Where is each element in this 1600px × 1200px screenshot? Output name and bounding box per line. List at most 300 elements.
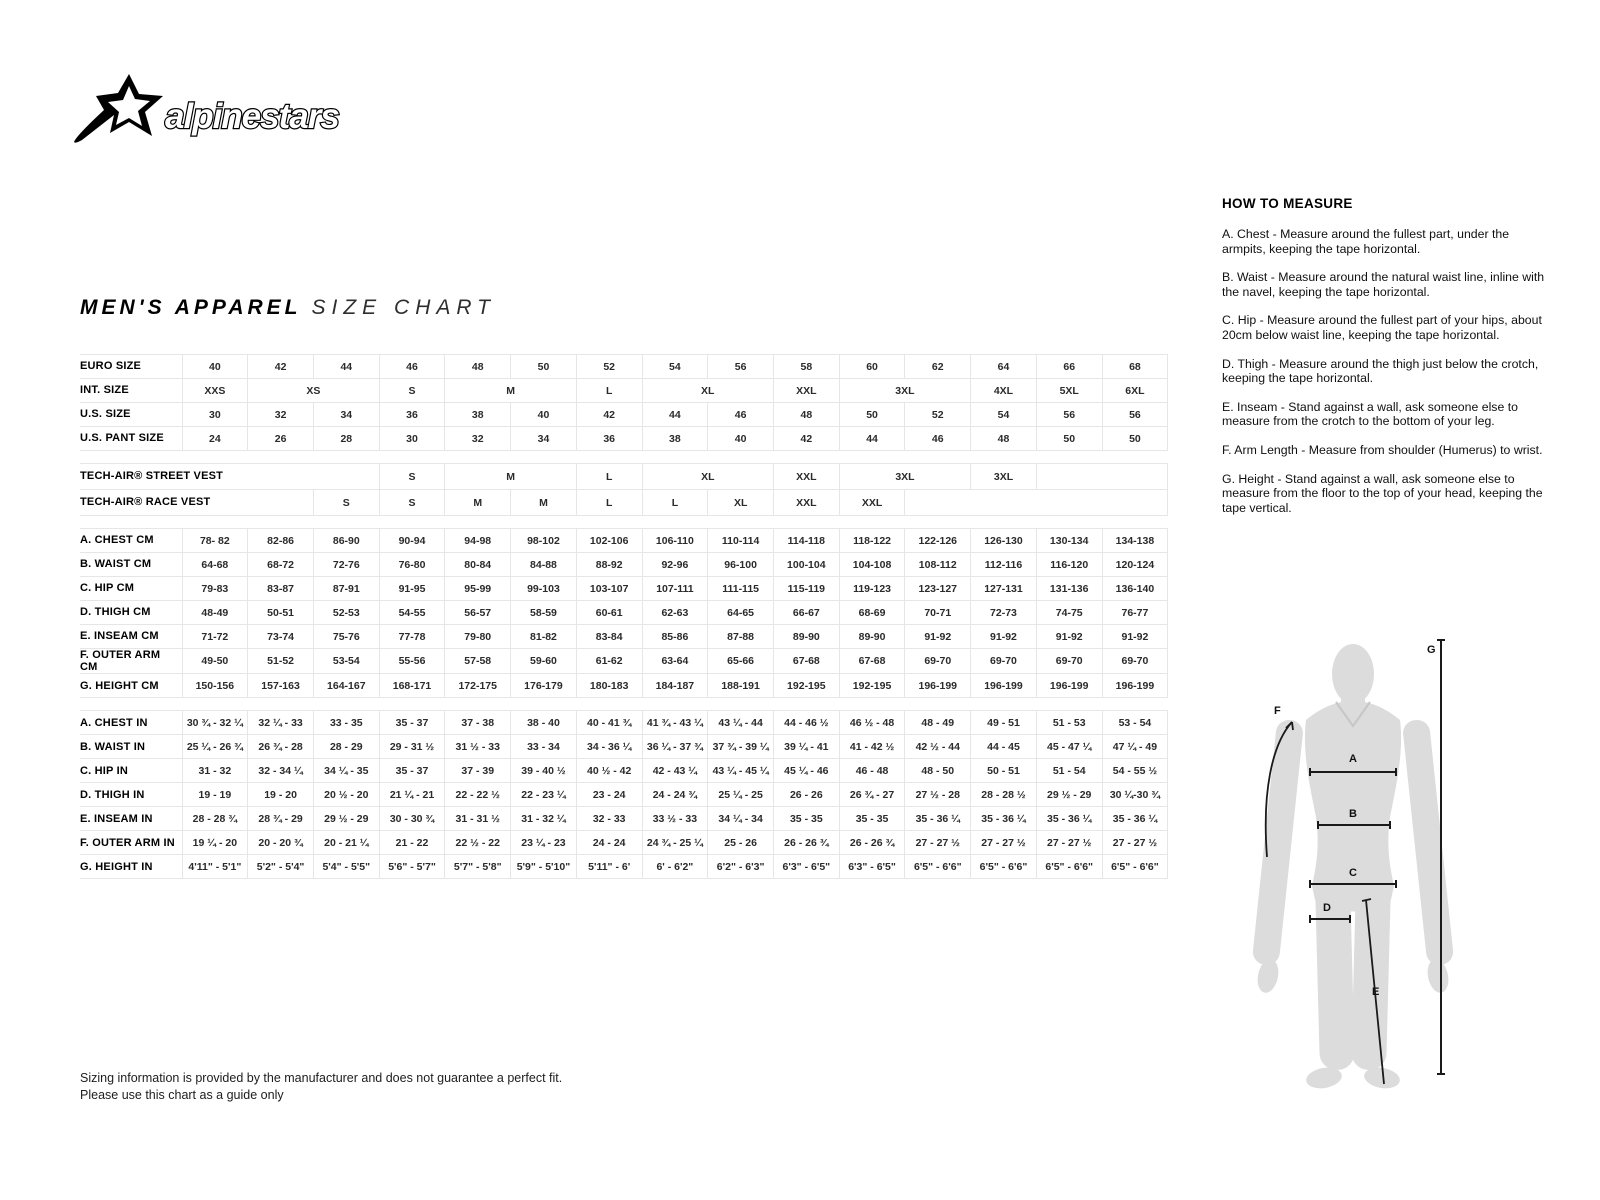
size-cell: 111-115 (708, 577, 774, 601)
size-cell: 130-134 (1036, 529, 1102, 553)
row-label: A. CHEST CM (80, 529, 182, 553)
size-cell: XXL (774, 464, 840, 490)
size-cell: 104-108 (839, 553, 905, 577)
size-cell: 6' - 6'2" (642, 855, 708, 879)
size-cell: 24 - 24 ¾ (642, 783, 708, 807)
size-cell: 28 - 29 (313, 735, 379, 759)
size-cell: 69-70 (971, 649, 1037, 674)
size-cell: 43 ¼ - 44 (708, 711, 774, 735)
size-cell: 42 (248, 355, 314, 379)
size-cell: 47 ¼ - 49 (1102, 735, 1168, 759)
size-cell: 74-75 (1036, 601, 1102, 625)
label-hip: C (1349, 867, 1357, 879)
size-cell: 40 (511, 403, 577, 427)
size-cell: 30 ¾ - 32 ¼ (182, 711, 248, 735)
size-cell: 35 - 36 ¼ (1102, 807, 1168, 831)
size-cell: 91-95 (379, 577, 445, 601)
size-cell: 89-90 (773, 625, 839, 649)
row-label: B. WAIST IN (80, 735, 182, 759)
row-label: C. HIP IN (80, 759, 182, 783)
size-cell: 23 - 24 (576, 783, 642, 807)
size-cell: 67-68 (839, 649, 905, 674)
size-cell: 65-66 (708, 649, 774, 674)
size-cell: 25 ¼ - 26 ¾ (182, 735, 248, 759)
label-arm-length: F (1274, 705, 1281, 717)
size-cell: 196-199 (905, 674, 971, 698)
size-cell: 30 - 30 ¾ (379, 807, 445, 831)
size-cell: 131-136 (1036, 577, 1102, 601)
size-cell: 42 (773, 427, 839, 451)
size-cell: S (379, 379, 445, 403)
size-cell: 44 (313, 355, 379, 379)
size-cell: 5'9" - 5'10" (511, 855, 577, 879)
size-cell (905, 490, 1168, 516)
row-label: G. HEIGHT IN (80, 855, 182, 879)
size-cell: 27 - 27 ½ (1102, 831, 1168, 855)
size-cell: 35 - 36 ¼ (971, 807, 1037, 831)
size-cell: L (576, 464, 642, 490)
size-cell: L (576, 379, 642, 403)
size-cell: 196-199 (971, 674, 1037, 698)
size-cell: 46 - 48 (839, 759, 905, 783)
row-label: TECH-AIR® RACE VEST (80, 490, 313, 516)
measure-instruction: A. Chest - Measure around the fullest part, under the armpits, keeping the tape horizontal. (1222, 227, 1510, 256)
table-row (80, 553, 1168, 577)
size-cell: 62-63 (642, 601, 708, 625)
size-cell: XL (708, 490, 774, 516)
size-cell: 50 - 51 (971, 759, 1037, 783)
size-cell: M (445, 490, 511, 516)
size-cell: 58-59 (511, 601, 577, 625)
size-cell: 40 ½ - 42 (576, 759, 642, 783)
size-cell: 5'4" - 5'5" (313, 855, 379, 879)
size-cell: 19 ¼ - 20 (182, 831, 248, 855)
size-cell: 71-72 (182, 625, 248, 649)
size-cell: 28 ¾ - 29 (248, 807, 314, 831)
size-cell: 30 (379, 427, 445, 451)
size-cell: 32 - 34 ¼ (248, 759, 314, 783)
size-cell: 34 ¼ - 34 (708, 807, 774, 831)
measure-instruction: B. Waist - Measure around the natural waist line, inline with the navel, keeping the tape horizontal. (1222, 270, 1545, 299)
size-cell: 100-104 (773, 553, 839, 577)
size-cell: 123-127 (905, 577, 971, 601)
size-cell: 53 - 54 (1102, 711, 1168, 735)
size-cell: 6'2" - 6'3" (708, 855, 774, 879)
size-cell: 64-65 (708, 601, 774, 625)
size-cell: 5'6" - 5'7" (379, 855, 445, 879)
euro-size-table (80, 354, 1168, 451)
how-to-measure-title: HOW TO MEASURE (1222, 196, 1353, 211)
size-cell: 6'5" - 6'6" (1036, 855, 1102, 879)
size-cell: L (642, 490, 708, 516)
page-title-primary: MEN'S APPAREL (80, 296, 302, 319)
size-cell: 136-140 (1102, 577, 1168, 601)
size-cell: 5'11" - 6' (576, 855, 642, 879)
size-cell: 44 (839, 427, 905, 451)
size-cell: 37 - 38 (445, 711, 511, 735)
size-cell: 26 (248, 427, 314, 451)
size-cell: 44 - 46 ½ (773, 711, 839, 735)
inch-measurements-table (80, 710, 1168, 879)
size-cell: 42 (576, 403, 642, 427)
size-cell: 48 (971, 427, 1037, 451)
row-label: F. OUTER ARM IN (80, 831, 182, 855)
size-cell: 33 - 34 (511, 735, 577, 759)
size-cell: 22 - 23 ¼ (511, 783, 577, 807)
size-cell: 92-96 (642, 553, 708, 577)
size-cell: 188-191 (708, 674, 774, 698)
size-cell: 19 - 19 (182, 783, 248, 807)
size-cell: 108-112 (905, 553, 971, 577)
size-cell: 196-199 (1036, 674, 1102, 698)
size-cell: 31 - 32 (182, 759, 248, 783)
size-cell: 52-53 (313, 601, 379, 625)
size-cell: 38 (445, 403, 511, 427)
size-cell: 118-122 (839, 529, 905, 553)
size-cell: 56 (1102, 403, 1168, 427)
cm-measurements-table (80, 528, 1168, 698)
size-cell: 52 (576, 355, 642, 379)
size-cell: 86-90 (313, 529, 379, 553)
size-cell: 48 (445, 355, 511, 379)
size-cell: 56 (1036, 403, 1102, 427)
table-row (80, 674, 1168, 698)
label-chest: A (1349, 753, 1357, 765)
page-title (80, 296, 496, 320)
size-cell: 112-116 (971, 553, 1037, 577)
size-cell: 3XL (839, 379, 970, 403)
size-cell: 31 - 32 ¼ (511, 807, 577, 831)
row-label: D. THIGH CM (80, 601, 182, 625)
size-cell: 67-68 (773, 649, 839, 674)
size-cell: 50 (1102, 427, 1168, 451)
size-cell: 3XL (839, 464, 970, 490)
size-cell: 66 (1036, 355, 1102, 379)
size-cell: 50 (839, 403, 905, 427)
size-cell: 26 - 26 ¾ (839, 831, 905, 855)
table-row (80, 711, 1168, 735)
size-cell: 48-49 (182, 601, 248, 625)
size-cell: 87-91 (313, 577, 379, 601)
size-cell: 49 - 51 (971, 711, 1037, 735)
size-cell: 126-130 (971, 529, 1037, 553)
size-cell: 89-90 (839, 625, 905, 649)
size-cell: 51 - 54 (1036, 759, 1102, 783)
measure-instruction: G. Height - Stand against a wall, ask someone else to measure from the floor to the top of your head, keeping the tape vertical. (1222, 471, 1543, 515)
size-cell: M (445, 464, 576, 490)
size-cell: 103-107 (576, 577, 642, 601)
size-cell: 69-70 (1102, 649, 1168, 674)
size-cell: 27 ½ - 28 (905, 783, 971, 807)
body-measurement-diagram (1238, 622, 1462, 1110)
size-cell: XL (642, 464, 773, 490)
size-cell: 4'11" - 5'1" (182, 855, 248, 879)
row-label: D. THIGH IN (80, 783, 182, 807)
techair-vest-table (80, 463, 1168, 516)
size-cell: 27 - 27 ½ (1036, 831, 1102, 855)
size-cell: 34 (313, 403, 379, 427)
size-cell: 34 (511, 427, 577, 451)
table-row (80, 427, 1168, 451)
size-cell: 28 - 28 ½ (971, 783, 1037, 807)
size-cell: 99-103 (511, 577, 577, 601)
size-cell: 81-82 (511, 625, 577, 649)
size-cell: 192-195 (839, 674, 905, 698)
size-cell: 6'5" - 6'6" (971, 855, 1037, 879)
row-label: A. CHEST IN (80, 711, 182, 735)
size-cell: 73-74 (248, 625, 314, 649)
table-row (80, 649, 1168, 674)
size-cell: 33 ½ - 33 (642, 807, 708, 831)
size-cell: 134-138 (1102, 529, 1168, 553)
size-cell: 32 - 33 (576, 807, 642, 831)
size-cell: 184-187 (642, 674, 708, 698)
row-label: U.S. SIZE (80, 403, 182, 427)
footer-line-2: Please use this chart as a guide only (80, 1088, 284, 1102)
size-cell: 40 - 41 ¾ (576, 711, 642, 735)
table-row (80, 379, 1168, 403)
row-label: E. INSEAM CM (80, 625, 182, 649)
size-cell: 49-50 (182, 649, 248, 674)
size-cell: 36 (379, 403, 445, 427)
measure-instruction: D. Thigh - Measure around the thigh just below the crotch, keeping the tape horizontal. (1222, 356, 1539, 386)
size-cell: 55-56 (379, 649, 445, 674)
alpinestars-star-icon (74, 74, 163, 143)
size-cell: 120-124 (1102, 553, 1168, 577)
table-row (80, 807, 1168, 831)
size-cell: 24 (182, 427, 248, 451)
label-waist: B (1349, 808, 1357, 820)
size-cell: 42 ½ - 44 (905, 735, 971, 759)
size-cell: 61-62 (576, 649, 642, 674)
how-to-measure-instructions (1222, 227, 1552, 515)
size-cell: 87-88 (708, 625, 774, 649)
size-cell: 180-183 (576, 674, 642, 698)
size-cell: 20 - 20 ¾ (248, 831, 314, 855)
size-cell: 52 (905, 403, 971, 427)
size-cell: 6'5" - 6'6" (1102, 855, 1168, 879)
label-thigh: D (1323, 902, 1331, 914)
size-cell: 53-54 (313, 649, 379, 674)
size-cell: XXL (774, 490, 840, 516)
size-cell: 35 - 37 (379, 759, 445, 783)
alpinestars-logo (72, 70, 372, 158)
size-cell: 75-76 (313, 625, 379, 649)
size-cell: 54 (971, 403, 1037, 427)
size-cell: XL (642, 379, 773, 403)
size-cell: 157-163 (248, 674, 314, 698)
row-label: U.S. PANT SIZE (80, 427, 182, 451)
size-cell: 39 ¼ - 41 (773, 735, 839, 759)
measure-instruction: E. Inseam - Stand against a wall, ask someone else to measure from the crotch to the bottom of your leg. (1222, 399, 1518, 429)
size-cell: 34 - 36 ¼ (576, 735, 642, 759)
size-cell: 46 (708, 403, 774, 427)
size-cell: 29 - 31 ½ (379, 735, 445, 759)
label-inseam: E (1372, 986, 1380, 998)
row-label: G. HEIGHT CM (80, 674, 182, 698)
size-cell: 22 - 22 ½ (445, 783, 511, 807)
table-row (80, 759, 1168, 783)
size-cell: 46 (379, 355, 445, 379)
size-cell: 22 ½ - 22 (445, 831, 511, 855)
size-cell: 31 ½ - 33 (445, 735, 511, 759)
size-cell: 20 ½ - 20 (313, 783, 379, 807)
footer-line-1: Sizing information is provided by the manufacturer and does not guarantee a perfect fit. (80, 1071, 563, 1085)
row-label: E. INSEAM IN (80, 807, 182, 831)
size-cell: 6'3" - 6'5" (773, 855, 839, 879)
row-label: F. OUTER ARM CM (80, 649, 182, 674)
size-cell: 83-84 (576, 625, 642, 649)
size-cell: 60 (839, 355, 905, 379)
measure-instruction: C. Hip - Measure around the fullest part of your hips, about 20cm below waist line, keeping the tape horizontal. (1222, 313, 1542, 342)
size-cell: 6'5" - 6'6" (905, 855, 971, 879)
size-cell: 68-69 (839, 601, 905, 625)
table-row (80, 490, 1168, 516)
table-row (80, 625, 1168, 649)
size-cell: 31 - 31 ½ (445, 807, 511, 831)
size-cell: 38 - 40 (511, 711, 577, 735)
measure-instruction: F. Arm Length - Measure from shoulder (Humerus) to wrist. (1222, 442, 1543, 457)
size-cell: 98-102 (511, 529, 577, 553)
size-cell: 28 - 28 ¾ (182, 807, 248, 831)
size-cell: 36 (576, 427, 642, 451)
size-cell: 27 - 27 ½ (971, 831, 1037, 855)
size-cell: 68-72 (248, 553, 314, 577)
size-cell: 102-106 (576, 529, 642, 553)
size-cell: 64-68 (182, 553, 248, 577)
row-label: TECH-AIR® STREET VEST (80, 464, 379, 490)
size-cell: S (313, 490, 379, 516)
size-cell: 30 (182, 403, 248, 427)
size-cell: S (379, 490, 445, 516)
size-cell: 20 - 21 ¼ (313, 831, 379, 855)
size-cell: 116-120 (1036, 553, 1102, 577)
size-cell: 41 - 42 ½ (839, 735, 905, 759)
size-cell: 59-60 (511, 649, 577, 674)
size-cell: 54-55 (379, 601, 445, 625)
size-cell: 122-126 (905, 529, 971, 553)
size-cell: 39 - 40 ½ (511, 759, 577, 783)
size-cell: 35 - 35 (773, 807, 839, 831)
size-cell: 5XL (1036, 379, 1102, 403)
size-cell: 72-73 (971, 601, 1037, 625)
size-cell: 164-167 (313, 674, 379, 698)
size-cell: 24 - 24 (576, 831, 642, 855)
size-cell: 82-86 (248, 529, 314, 553)
size-cell: 150-156 (182, 674, 248, 698)
table-row (80, 464, 1168, 490)
footer-disclaimer (80, 1070, 562, 1104)
row-label: C. HIP CM (80, 577, 182, 601)
size-cell: 46 ½ - 48 (839, 711, 905, 735)
size-cell: 41 ¾ - 43 ¼ (642, 711, 708, 735)
size-cell: 24 ¾ - 25 ¼ (642, 831, 708, 855)
size-cell: 44 (642, 403, 708, 427)
size-cell: 196-199 (1102, 674, 1168, 698)
size-cell: 25 - 26 (708, 831, 774, 855)
size-cell: 51 - 53 (1036, 711, 1102, 735)
size-cell: 29 ½ - 29 (313, 807, 379, 831)
size-cell: 54 (642, 355, 708, 379)
table-row (80, 577, 1168, 601)
size-cell: 30 ¼-30 ¾ (1102, 783, 1168, 807)
size-cell: 26 - 26 ¾ (773, 831, 839, 855)
size-cell: 85-86 (642, 625, 708, 649)
size-cell: 63-64 (642, 649, 708, 674)
size-cell: 32 ¼ - 33 (248, 711, 314, 735)
size-cell: M (511, 490, 577, 516)
size-cell: 78- 82 (182, 529, 248, 553)
size-cell: 91-92 (905, 625, 971, 649)
size-cell: 168-171 (379, 674, 445, 698)
size-cell: 26 - 26 (773, 783, 839, 807)
size-cell (1036, 464, 1167, 490)
alpinestars-wordmark: alpinestars (165, 97, 339, 136)
size-cell: 96-100 (708, 553, 774, 577)
size-cell: 4XL (971, 379, 1037, 403)
size-cell: 27 - 27 ½ (905, 831, 971, 855)
page-title-secondary: SIZE CHART (311, 296, 496, 319)
size-cell: 5'7" - 5'8" (445, 855, 511, 879)
size-cell: 66-67 (773, 601, 839, 625)
size-cell: 37 - 39 (445, 759, 511, 783)
size-cell: 40 (708, 427, 774, 451)
size-cell: 176-179 (511, 674, 577, 698)
size-cell: 114-118 (773, 529, 839, 553)
size-cell: 48 - 49 (905, 711, 971, 735)
size-cell: 62 (905, 355, 971, 379)
table-row (80, 831, 1168, 855)
size-cell: 51-52 (248, 649, 314, 674)
size-cell: 50-51 (248, 601, 314, 625)
size-cell: 192-195 (773, 674, 839, 698)
size-cell: 36 ¼ - 37 ¾ (642, 735, 708, 759)
size-cell: 77-78 (379, 625, 445, 649)
size-cell: XS (248, 379, 379, 403)
size-cell: 72-76 (313, 553, 379, 577)
size-cell: 79-80 (445, 625, 511, 649)
size-cell: 44 - 45 (971, 735, 1037, 759)
size-cell: 76-80 (379, 553, 445, 577)
label-height: G (1427, 644, 1436, 656)
size-cell: M (445, 379, 576, 403)
size-cell: 19 - 20 (248, 783, 314, 807)
size-cell: 28 (313, 427, 379, 451)
size-cell: 119-123 (839, 577, 905, 601)
size-cell: 64 (971, 355, 1037, 379)
size-cell: 29 ½ - 29 (1036, 783, 1102, 807)
size-cell: 84-88 (511, 553, 577, 577)
size-cell: XXL (839, 490, 905, 516)
size-cell: 60-61 (576, 601, 642, 625)
size-cell: 35 - 37 (379, 711, 445, 735)
size-cell: 48 (773, 403, 839, 427)
size-cell: 172-175 (445, 674, 511, 698)
size-cell: 50 (511, 355, 577, 379)
how-to-measure-panel (1222, 196, 1552, 529)
size-cell: 46 (905, 427, 971, 451)
size-cell: 70-71 (905, 601, 971, 625)
size-cell: 21 ¼ - 21 (379, 783, 445, 807)
size-cell: 90-94 (379, 529, 445, 553)
size-cell: XXL (773, 379, 839, 403)
size-cell: 56 (708, 355, 774, 379)
size-cell: 88-92 (576, 553, 642, 577)
size-cell: 32 (445, 427, 511, 451)
size-cell: 69-70 (905, 649, 971, 674)
table-row (80, 783, 1168, 807)
size-cell: 3XL (971, 464, 1037, 490)
